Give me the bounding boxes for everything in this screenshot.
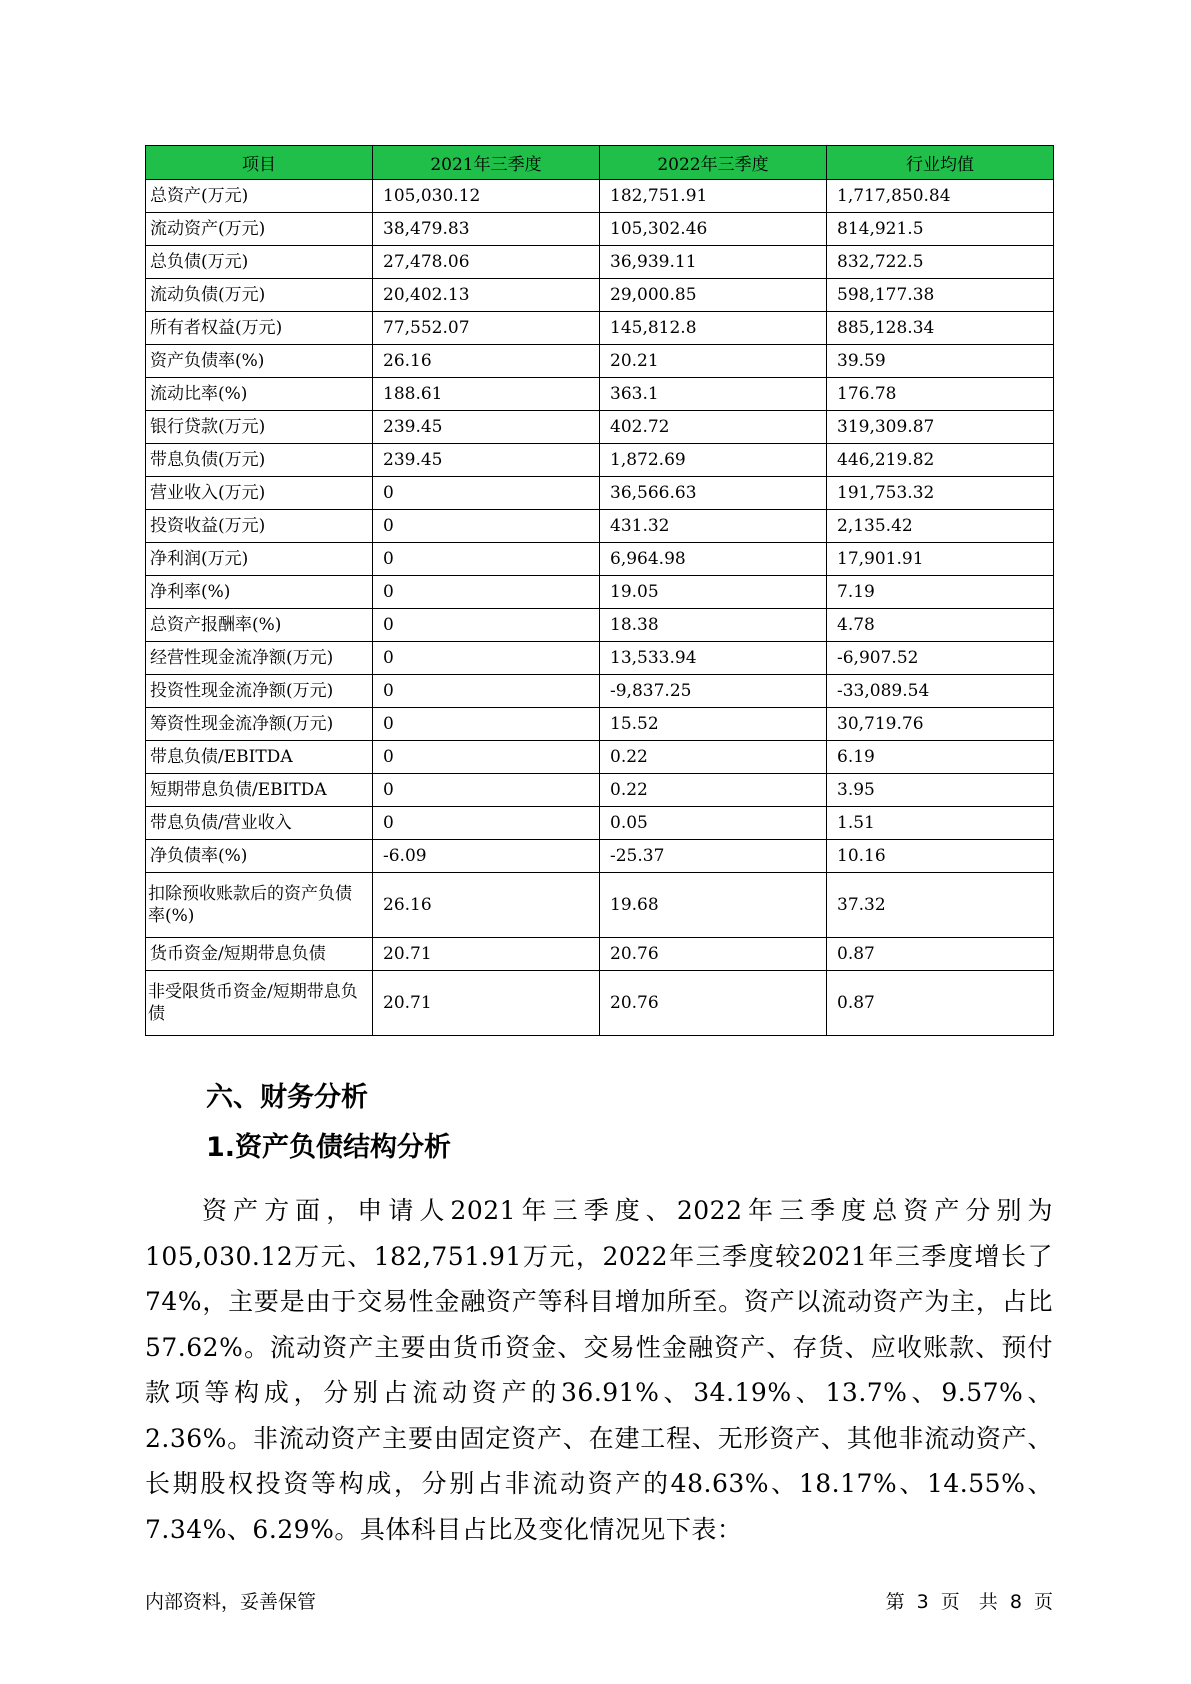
value-cell: 37.32	[827, 873, 1054, 938]
table-row	[146, 873, 1054, 938]
table-header-row	[146, 146, 1054, 180]
row-label-cell: 流动资产(万元)	[146, 213, 373, 246]
value-cell: 0	[373, 543, 600, 576]
table-row	[146, 213, 1054, 246]
table-row	[146, 774, 1054, 807]
row-label-cell: 总负债(万元)	[146, 246, 373, 279]
value-cell: 20.71	[373, 938, 600, 971]
value-cell: 39.59	[827, 345, 1054, 378]
value-cell: 0	[373, 576, 600, 609]
value-cell: 26.16	[373, 345, 600, 378]
value-cell: 239.45	[373, 411, 600, 444]
table-row	[146, 378, 1054, 411]
value-cell: 1,717,850.84	[827, 180, 1054, 213]
value-cell: 105,302.46	[600, 213, 827, 246]
value-cell: 402.72	[600, 411, 827, 444]
header-2021q3: 2021年三季度	[373, 146, 600, 180]
value-cell: 105,030.12	[373, 180, 600, 213]
value-cell: 191,753.32	[827, 477, 1054, 510]
row-label-cell: 货币资金/短期带息负债	[146, 938, 373, 971]
value-cell: 6,964.98	[600, 543, 827, 576]
row-label-cell: 所有者权益(万元)	[146, 312, 373, 345]
value-cell: 20,402.13	[373, 279, 600, 312]
subsection-title: 1.资产负债结构分析	[206, 1132, 452, 1163]
row-label-cell: 流动负债(万元)	[146, 279, 373, 312]
value-cell: 2,135.42	[827, 510, 1054, 543]
table-row	[146, 576, 1054, 609]
value-cell: 0	[373, 675, 600, 708]
value-cell: -33,089.54	[827, 675, 1054, 708]
row-label-cell: 带息负债/EBITDA	[146, 741, 373, 774]
row-label-cell: 总资产报酬率(%)	[146, 609, 373, 642]
value-cell: 18.38	[600, 609, 827, 642]
value-cell: 1.51	[827, 807, 1054, 840]
table-row	[146, 675, 1054, 708]
table-row	[146, 345, 1054, 378]
value-cell: 7.19	[827, 576, 1054, 609]
row-label-cell: 银行贷款(万元)	[146, 411, 373, 444]
value-cell: 3.95	[827, 774, 1054, 807]
header-item: 项目	[146, 146, 373, 180]
table-row	[146, 971, 1054, 1036]
value-cell: 17,901.91	[827, 543, 1054, 576]
header-2022q3: 2022年三季度	[600, 146, 827, 180]
row-label-cell: 经营性现金流净额(万元)	[146, 642, 373, 675]
value-cell: 26.16	[373, 873, 600, 938]
row-label-cell: 资产负债率(%)	[146, 345, 373, 378]
page-current: 3	[916, 1591, 929, 1613]
value-cell: 36,566.63	[600, 477, 827, 510]
value-cell: 0.22	[600, 741, 827, 774]
row-label-cell: 扣除预收账款后的资产负债率(%)	[146, 873, 373, 938]
value-cell: 239.45	[373, 444, 600, 477]
value-cell: 182,751.91	[600, 180, 827, 213]
value-cell: 0.87	[827, 971, 1054, 1036]
value-cell: -9,837.25	[600, 675, 827, 708]
table-row	[146, 609, 1054, 642]
value-cell: -6,907.52	[827, 642, 1054, 675]
value-cell: 29,000.85	[600, 279, 827, 312]
value-cell: 814,921.5	[827, 213, 1054, 246]
value-cell: 6.19	[827, 741, 1054, 774]
value-cell: 36,939.11	[600, 246, 827, 279]
header-industry-avg: 行业均值	[827, 146, 1054, 180]
table-body	[146, 180, 1054, 1036]
value-cell: 1,872.69	[600, 444, 827, 477]
value-cell: 15.52	[600, 708, 827, 741]
row-label-cell: 短期带息负债/EBITDA	[146, 774, 373, 807]
row-label-cell: 带息负债/营业收入	[146, 807, 373, 840]
table-row	[146, 807, 1054, 840]
table-row	[146, 642, 1054, 675]
value-cell: 77,552.07	[373, 312, 600, 345]
value-cell: 0.22	[600, 774, 827, 807]
value-cell: 10.16	[827, 840, 1054, 873]
value-cell: 363.1	[600, 378, 827, 411]
value-cell: 0.87	[827, 938, 1054, 971]
table-row	[146, 543, 1054, 576]
row-label-cell: 筹资性现金流净额(万元)	[146, 708, 373, 741]
table-row	[146, 444, 1054, 477]
row-label-cell: 净利率(%)	[146, 576, 373, 609]
value-cell: 885,128.34	[827, 312, 1054, 345]
value-cell: 0	[373, 807, 600, 840]
value-cell: 38,479.83	[373, 213, 600, 246]
row-label-cell: 投资性现金流净额(万元)	[146, 675, 373, 708]
footer-confidential-note: 内部资料，妥善保管	[145, 1591, 317, 1613]
section-title: 六、财务分析	[206, 1082, 368, 1113]
footer-page-number	[886, 1587, 1053, 1614]
value-cell: -25.37	[600, 840, 827, 873]
value-cell: 27,478.06	[373, 246, 600, 279]
value-cell: 145,812.8	[600, 312, 827, 345]
value-cell: 0	[373, 609, 600, 642]
value-cell: 598,177.38	[827, 279, 1054, 312]
row-label-cell: 总资产(万元)	[146, 180, 373, 213]
value-cell: 188.61	[373, 378, 600, 411]
row-label-cell: 非受限货币资金/短期带息负债	[146, 971, 373, 1036]
value-cell: 0	[373, 774, 600, 807]
table-row	[146, 840, 1054, 873]
row-label-cell: 净负债率(%)	[146, 840, 373, 873]
page-total: 8	[1009, 1591, 1022, 1613]
table-row	[146, 312, 1054, 345]
value-cell: 0	[373, 510, 600, 543]
value-cell: 0	[373, 708, 600, 741]
table-row	[146, 938, 1054, 971]
value-cell: 20.76	[600, 971, 827, 1036]
table-row	[146, 708, 1054, 741]
row-label-cell: 营业收入(万元)	[146, 477, 373, 510]
value-cell: 20.76	[600, 938, 827, 971]
value-cell: 30,719.76	[827, 708, 1054, 741]
analysis-paragraph: 资产方面，申请人2021年三季度、2022年三季度总资产分别为105,030.12万元、182,751.91万元，2022年三季度较2021年三季度增长了74%，主要是由于交易性金融资产等科目增加所至。资产以流动资产为主，占比57.62%。流动资产主要由货币资金、交易性金融资产、存货、应收账款、预付款项等构成，分别占流动资产的36.91%、34.19%、13.7%、9.57%、2.36%。非流动资产主要由固定资产、在建工程、无形资产、其他非流动资产、长期股权投资等构成，分别占非流动资产的48.63%、18.17%、14.55%、7.34%、6.29%。具体科目占比及变化情况见下表：	[145, 1196, 1053, 1544]
table-row	[146, 477, 1054, 510]
value-cell: 0	[373, 477, 600, 510]
value-cell: 832,722.5	[827, 246, 1054, 279]
value-cell: 19.05	[600, 576, 827, 609]
table-row	[146, 246, 1054, 279]
table-row	[146, 279, 1054, 312]
value-cell: 0.05	[600, 807, 827, 840]
value-cell: 431.32	[600, 510, 827, 543]
value-cell: -6.09	[373, 840, 600, 873]
page-prefix: 第	[885, 1591, 905, 1613]
value-cell: 19.68	[600, 873, 827, 938]
value-cell: 20.71	[373, 971, 600, 1036]
row-label-cell: 净利润(万元)	[146, 543, 373, 576]
page-suffix: 页	[1033, 1591, 1053, 1613]
page-mid: 页 共	[940, 1591, 998, 1613]
table-row	[146, 411, 1054, 444]
value-cell: 0	[373, 642, 600, 675]
row-label-cell: 投资收益(万元)	[146, 510, 373, 543]
table-row	[146, 510, 1054, 543]
value-cell: 13,533.94	[600, 642, 827, 675]
row-label-cell: 带息负债(万元)	[146, 444, 373, 477]
value-cell: 319,309.87	[827, 411, 1054, 444]
value-cell: 4.78	[827, 609, 1054, 642]
value-cell: 0	[373, 741, 600, 774]
value-cell: 20.21	[600, 345, 827, 378]
value-cell: 446,219.82	[827, 444, 1054, 477]
financial-indicators-table	[145, 145, 1054, 1036]
value-cell: 176.78	[827, 378, 1054, 411]
row-label-cell: 流动比率(%)	[146, 378, 373, 411]
table-row	[146, 741, 1054, 774]
table-row	[146, 180, 1054, 213]
